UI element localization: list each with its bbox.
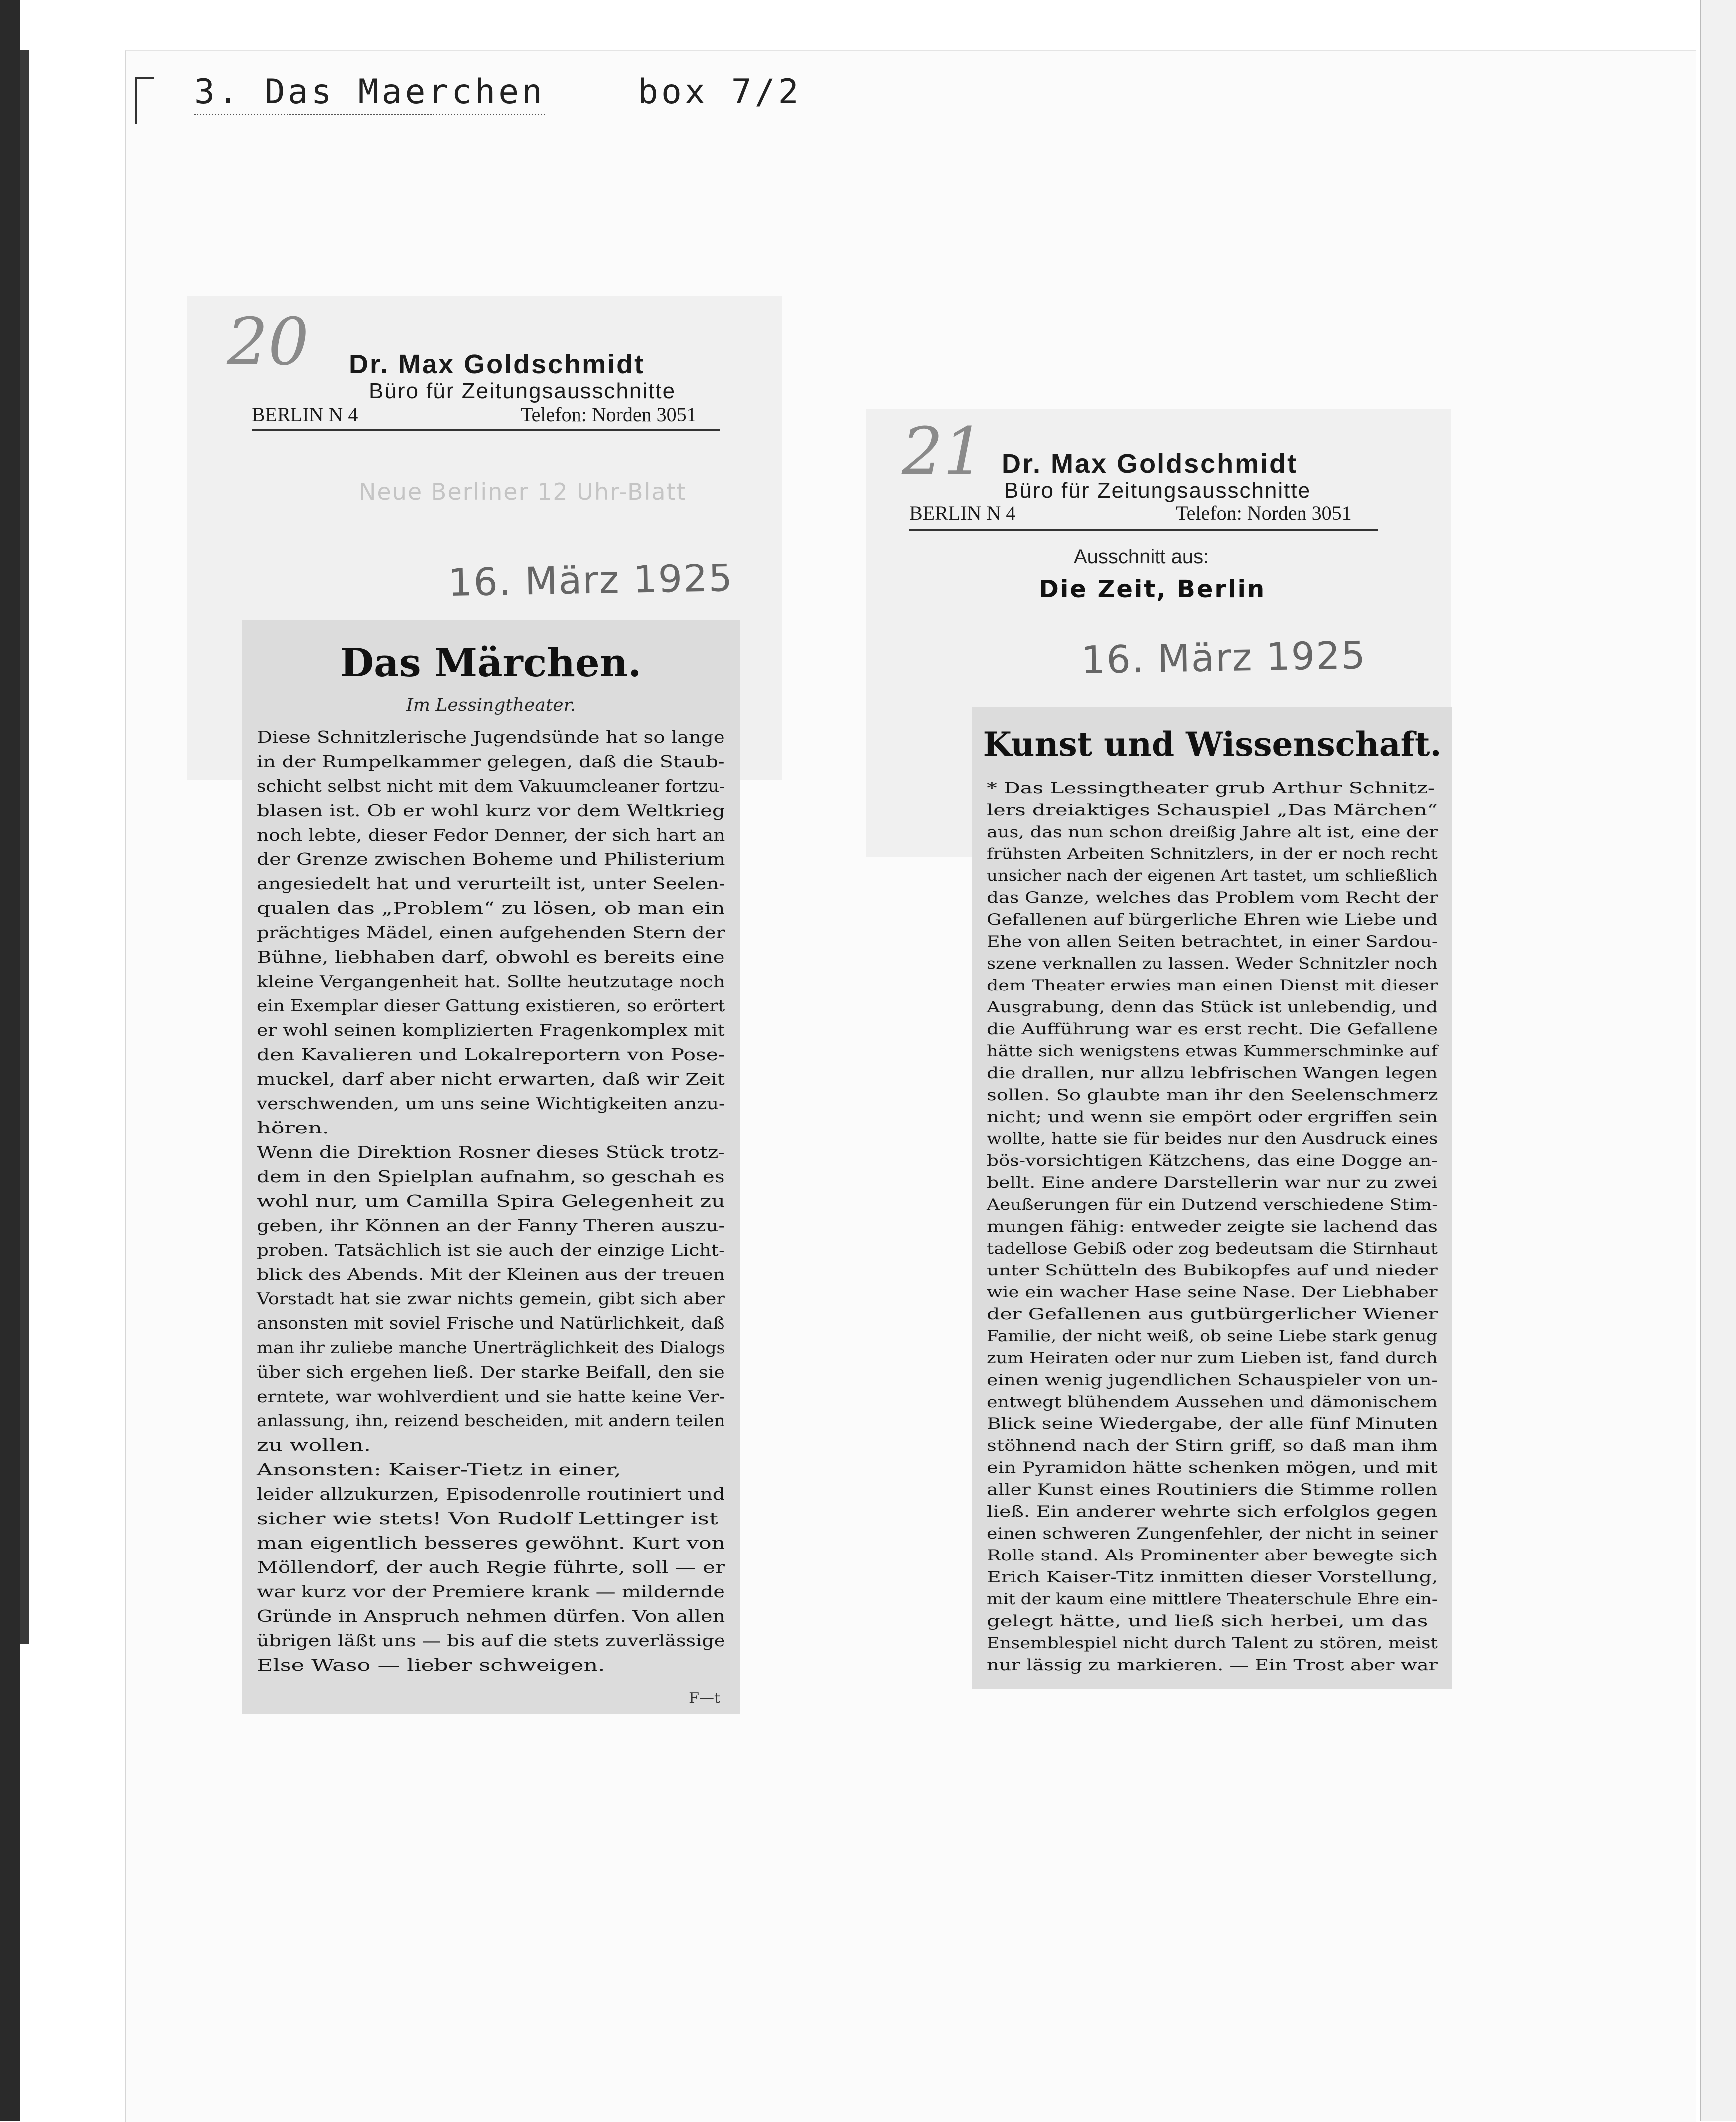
film-strip-left bbox=[20, 50, 29, 1644]
article-line: sollen. So glaubte man ihr den Seelenschmerz bbox=[987, 1086, 1438, 1104]
article-line: Gründe in Anspruch nehmen dürfen. Von allen bbox=[257, 1606, 725, 1626]
article-line: prächtiges Mädel, einen aufgehenden Stern der bbox=[257, 923, 725, 942]
article-line: Blick seine Wiedergabe, der alle fünf Minuten bbox=[987, 1415, 1438, 1433]
article-line: man ihr zuliebe manche Unerträglichkeit des Dialogs bbox=[257, 1338, 725, 1357]
article-line: geben, ihr Können an der Fanny Theren auszu- bbox=[257, 1216, 725, 1235]
article-line: den Kavalieren und Lokalreportern von Pose- bbox=[257, 1045, 725, 1064]
article-line: ein Pyramidon hätte schenken mögen, und mit bbox=[987, 1459, 1438, 1477]
article-line: ansonsten mit soviel Frische und Natürlichkeit, daß bbox=[257, 1313, 725, 1333]
article-line: wie ein wacher Hase seine Nase. Der Liebhaber bbox=[987, 1283, 1438, 1301]
agency-name-right: Dr. Max Goldschmidt bbox=[1002, 449, 1298, 479]
article-line: Familie, der nicht weiß, ob seine Liebe stark genug bbox=[987, 1327, 1438, 1345]
article-line: übrigen läßt uns — bis auf die stets zuverlässige bbox=[257, 1631, 725, 1650]
article-line: war kurz vor der Premiere krank — mildernde bbox=[257, 1582, 725, 1601]
article-line: stöhnend nach der Stirn griff, so daß man ihm bbox=[987, 1437, 1438, 1455]
article-line: das Ganze, welches das Problem vom Recht der bbox=[987, 889, 1438, 907]
agency-subtitle-right: Büro für Zeitungsausschnitte bbox=[1004, 478, 1311, 503]
article-line: szene verknallen zu lassen. Weder Schnitzler noch bbox=[987, 955, 1438, 973]
article-line: mit der kaum eine mittlere Theaterschule Ehre ein- bbox=[987, 1590, 1438, 1608]
agency-city-left: BERLIN N 4 bbox=[252, 403, 358, 425]
article-title-left: Das Märchen. bbox=[340, 640, 642, 686]
article-line: einen wenig jugendlichen Schauspieler von un- bbox=[987, 1371, 1438, 1389]
article-line: proben. Tatsächlich ist sie auch der einzige Licht- bbox=[257, 1240, 725, 1260]
article-signature-left: F—t bbox=[689, 1690, 720, 1707]
agency-name-left: Dr. Max Goldschmidt bbox=[349, 349, 645, 379]
article-line: dem in den Spielplan aufnahm, so geschah es bbox=[257, 1167, 725, 1186]
article-line: mungen fähig: entweder zeigte sie lachend das bbox=[987, 1218, 1438, 1236]
article-line: muckel, darf aber nicht erwarten, daß wir Zeit bbox=[257, 1069, 725, 1089]
newspaper-clipping-left bbox=[242, 620, 740, 1714]
agency-subtitle-left: Büro für Zeitungsausschnitte bbox=[369, 379, 676, 403]
article-line: über sich ergehen ließ. Der starke Beifall, den sie bbox=[257, 1362, 725, 1382]
corner-mark bbox=[135, 77, 154, 124]
article-line: die Aufführung war es erst recht. Die Gefallene bbox=[987, 1020, 1438, 1038]
article-line: wollte, hatte sie für beides nur den Ausdruck eines bbox=[987, 1130, 1438, 1148]
article-line: nur lässig zu markieren. — Ein Trost aber war bbox=[987, 1656, 1438, 1674]
date-stamp-left: 16. März 1925 bbox=[448, 556, 734, 605]
handwritten-number-left: 20 bbox=[227, 304, 309, 380]
article-line: Ehe von allen Seiten betrachtet, in einer Sardou- bbox=[987, 933, 1438, 951]
article-line: Rolle stand. Als Prominenter aber bewegte sich bbox=[987, 1547, 1438, 1564]
article-line: in der Rumpelkammer gelegen, daß die Staub- bbox=[257, 752, 725, 771]
film-border-right bbox=[1700, 0, 1736, 2121]
article-line: die drallen, nur allzu lebfrischen Wangen legen bbox=[987, 1064, 1438, 1082]
article-line: Ausgrabung, denn das Stück ist unlebendig, und bbox=[987, 998, 1438, 1016]
article-line: hätte sich wenigstens etwas Kummerschminke auf bbox=[987, 1042, 1438, 1060]
article-line: der Gefallenen aus gutbürgerlicher Wiener bbox=[987, 1305, 1438, 1323]
article-subtitle-left: Im Lessingtheater. bbox=[406, 695, 576, 715]
agency-city-right: BERLIN N 4 bbox=[909, 502, 1016, 524]
article-line: aller Kunst eines Routiniers die Stimme rollen bbox=[987, 1481, 1438, 1499]
article-line: angesiedelt hat und verurteilt ist, unter Seelen- bbox=[257, 874, 725, 893]
sheet-header bbox=[135, 67, 857, 122]
article-line: Ensemblespiel nicht durch Talent zu stören, meist bbox=[987, 1634, 1438, 1652]
article-line: Diese Schnitzlerische Jugendsünde hat so lange bbox=[257, 727, 725, 747]
agency-rule-right bbox=[909, 529, 1378, 531]
article-line: verschwenden, um uns seine Wichtigkeiten anzu- bbox=[257, 1094, 725, 1113]
article-line: tadellose Gebiß oder zog bedeutsam die Stirnhaut bbox=[987, 1240, 1438, 1258]
article-line: erntete, war wohlverdient und sie hatte keine Ver- bbox=[257, 1387, 725, 1406]
article-line: dem Theater erwies man einen Dienst mit dieser bbox=[987, 977, 1438, 994]
agency-phone-left: Telefon: Norden 3051 bbox=[521, 403, 697, 425]
article-line: er wohl seinen komplizierten Fragenkomplex mit bbox=[257, 1020, 725, 1040]
article-line: blasen ist. Ob er wohl kurz vor dem Weltkrieg bbox=[257, 801, 725, 820]
article-line: * Das Lessingtheater grub Arthur Schnitz- bbox=[987, 779, 1435, 797]
article-line: leider allzukurzen, Episodenrolle routiniert und bbox=[257, 1484, 725, 1504]
article-line: lers dreiaktiges Schauspiel „Das Märchen“ bbox=[987, 801, 1438, 819]
box-number: box 7/2 bbox=[638, 72, 802, 112]
film-border-left bbox=[0, 0, 20, 2121]
article-line: Ansonsten: Kaiser-Tietz in einer, bbox=[257, 1460, 621, 1479]
article-line: unter Schütteln des Bubikopfes auf und nieder bbox=[987, 1262, 1438, 1279]
article-title-right: Kunst und Wissenschaft. bbox=[983, 725, 1442, 764]
article-line: Aeußerungen für ein Dutzend verschiedene Stim- bbox=[987, 1196, 1438, 1214]
article-line: frühsten Arbeiten Schnitzlers, in der er noch recht bbox=[987, 845, 1438, 863]
article-line: nicht; und wenn sie empört oder ergriffen sein bbox=[987, 1108, 1438, 1126]
source-label-right: Ausschnitt aus: bbox=[1074, 546, 1209, 567]
article-line: der Grenze zwischen Boheme und Philisterium bbox=[257, 849, 725, 869]
article-line: aus, das nun schon dreißig Jahre alt ist, eine der bbox=[987, 823, 1438, 841]
article-line: Wenn die Direktion Rosner dieses Stück trotz- bbox=[257, 1142, 725, 1162]
date-stamp-right: 16. März 1925 bbox=[1081, 633, 1367, 682]
source-stamp-left: Neue Berliner 12 Uhr-Blatt bbox=[359, 478, 687, 505]
article-line: unsicher nach der eigenen Art tastet, um schließlich bbox=[987, 867, 1438, 885]
article-line: Vorstadt hat sie zwar nichts gemein, gibt sich aber bbox=[257, 1289, 725, 1308]
article-line: kleine Vergangenheit hat. Sollte heutzutage noch bbox=[257, 972, 725, 991]
article-line: wohl nur, um Camilla Spira Gelegenheit zu bbox=[257, 1191, 725, 1211]
article-line: qualen das „Problem“ zu lösen, ob man ein bbox=[257, 898, 725, 918]
article-line: Erich Kaiser-Titz inmitten dieser Vorstellung, bbox=[987, 1568, 1438, 1586]
article-line: man eigentlich besseres gewöhnt. Kurt von bbox=[257, 1533, 725, 1553]
agency-phone-right: Telefon: Norden 3051 bbox=[1176, 502, 1352, 524]
article-line: bös-vorsichtigen Kätzchens, das eine Dogge an- bbox=[987, 1152, 1438, 1170]
article-line: ließ. Ein anderer wehrte sich erfolglos gegen bbox=[987, 1503, 1438, 1521]
article-line: noch lebte, dieser Fedor Denner, der sich hart an bbox=[257, 825, 725, 845]
article-line: Else Waso — lieber schweigen. bbox=[257, 1655, 605, 1675]
newspaper-clipping-right bbox=[972, 707, 1452, 1689]
article-line: bellt. Eine andere Darstellerin war nur zu zwei bbox=[987, 1174, 1438, 1192]
article-line: sicher wie stets! Von Rudolf Lettinger ist bbox=[257, 1509, 718, 1528]
article-line: ein Exemplar dieser Gattung existieren, so erörtert bbox=[257, 996, 725, 1015]
article-line: schicht selbst nicht mit dem Vakuumcleaner fortzu- bbox=[257, 776, 725, 796]
article-line: Gefallenen auf bürgerliche Ehren wie Liebe und bbox=[987, 911, 1438, 929]
article-line: zu wollen. bbox=[257, 1435, 371, 1455]
article-line: zum Heiraten oder nur zum Lieben ist, fand durch bbox=[987, 1349, 1438, 1367]
article-line: gelegt hätte, und ließ sich herbei, um das bbox=[987, 1612, 1428, 1630]
agency-rule-left bbox=[252, 429, 720, 431]
article-line: entwegt blühendem Aussehen und dämonischem bbox=[987, 1393, 1438, 1411]
handwritten-number-right: 21 bbox=[902, 414, 985, 489]
source-paper-right: Die Zeit, Berlin bbox=[1039, 575, 1266, 603]
article-line: einen schweren Zungenfehler, der nicht in seiner bbox=[987, 1525, 1438, 1543]
article-line: Bühne, liebhaben darf, obwohl es bereits eine bbox=[257, 947, 725, 967]
article-line: blick des Abends. Mit der Kleinen aus der treuen bbox=[257, 1265, 725, 1284]
folder-title: 3. Das Maerchen bbox=[194, 72, 545, 115]
article-line: hören. bbox=[257, 1118, 330, 1137]
article-line: anlassung, ihn, reizend bescheiden, mit andern teilen bbox=[257, 1411, 725, 1430]
article-line: Möllendorf, der auch Regie führte, soll — er bbox=[257, 1557, 725, 1577]
